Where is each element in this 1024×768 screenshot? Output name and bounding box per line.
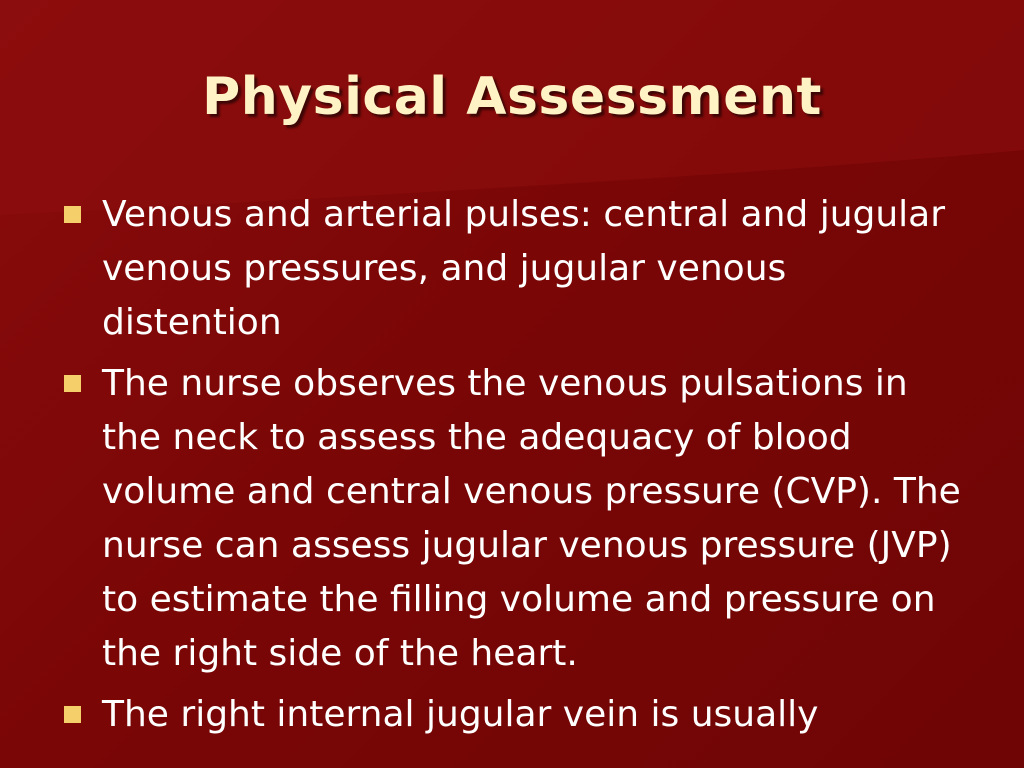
square-bullet-icon [64, 375, 81, 392]
bullet-item [62, 357, 972, 681]
square-bullet-icon [64, 206, 81, 223]
bullet-item [62, 188, 972, 350]
bullet-text: The right internal jugular vein is usually [102, 694, 819, 735]
bullet-text: Venous and arterial pulses: central and jugular venous pressures, and jugular venous distention [102, 194, 946, 343]
bullet-item [62, 688, 972, 742]
bullet-text: The nurse observes the venous pulsations in the neck to assess the adequacy of blood volume and central venous pressure (CVP). The nurse can assess jugular venous pressure (JVP) to estimate the filling volume and pressure on the right side of the heart. [102, 363, 961, 674]
bullet-list [62, 188, 972, 749]
slide-title: Physical Assessment [202, 67, 822, 127]
square-bullet-icon [64, 706, 81, 723]
